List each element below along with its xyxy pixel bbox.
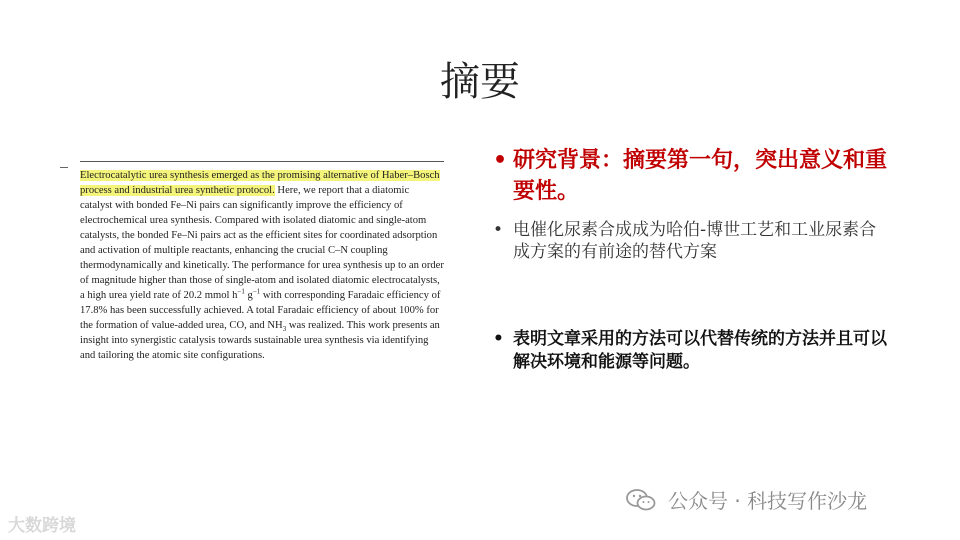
watermark-right [626,485,867,514]
abstract-text: with corresponding Faradaic efficiency of 17.8% has been successfully achieved. A total Faradaic efficiency of about 100% for the formation of value-added urea, CO, and NH [80,290,441,331]
abstract-text: Here, we report that a diatomic catalyst with bonded Fe–Ni pairs can significantly improve the efficiency of electrochemical urea synthesis. Compared with isolated diatomic and single-atom catalysts, the bonded Fe–Ni pairs act as the efficient sites for coordinated adsorption and activation of multiple reactants, enhancing the crucial C–N coupling thermodynamically and kinetically. The performance for urea synthesis up to an order of magnitude higher than those of single-atom and isolated diatomic electrocatalysts, a high urea yield rate of 20.2 mmol h [80,185,444,301]
margin-mark [60,167,68,168]
superscript: −1 [237,287,245,296]
highlighted-sentence: Electrocatalytic urea synthesis emerged as the promising alternative of Haber–Bosch process and industrial urea synthetic protocol. [80,170,440,196]
wechat-icon [626,488,656,512]
superscript: −1 [252,287,261,296]
bullet-marker: • [493,148,508,173]
bullet-text: 表明文章采用的方法可以代替传统的方法并且可以解决环境和能源等问题。 [513,329,887,372]
bullet-item-alternative [493,219,893,263]
slide-title: 摘要 [440,59,520,105]
bullet-text: 电催化尿素合成成为哈伯-博世工艺和工业尿素合成方案的有前途的替代方案 [513,220,877,262]
bullet-list [493,145,893,374]
bullet-marker: • [493,220,504,240]
bullet-text: 研究背景：摘要第一句，突出意义和重要性。 [513,148,888,204]
subscript: 3 [282,325,287,334]
bullet-marker: • [493,329,504,349]
abstract-text: g [244,290,253,301]
abstract-excerpt [80,161,444,363]
watermark-text: 公众号 · 科技写作沙龙 [668,489,868,513]
bullet-item-method [493,328,893,374]
bullet-item-background [493,145,893,207]
abstract-text: was realized. This work presents an insight into synergistic catalysis towards sustainable urea synthesis via identifying and tailoring the atomic site configurations. [80,320,440,361]
watermark-left: 大数跨境 [8,516,76,536]
